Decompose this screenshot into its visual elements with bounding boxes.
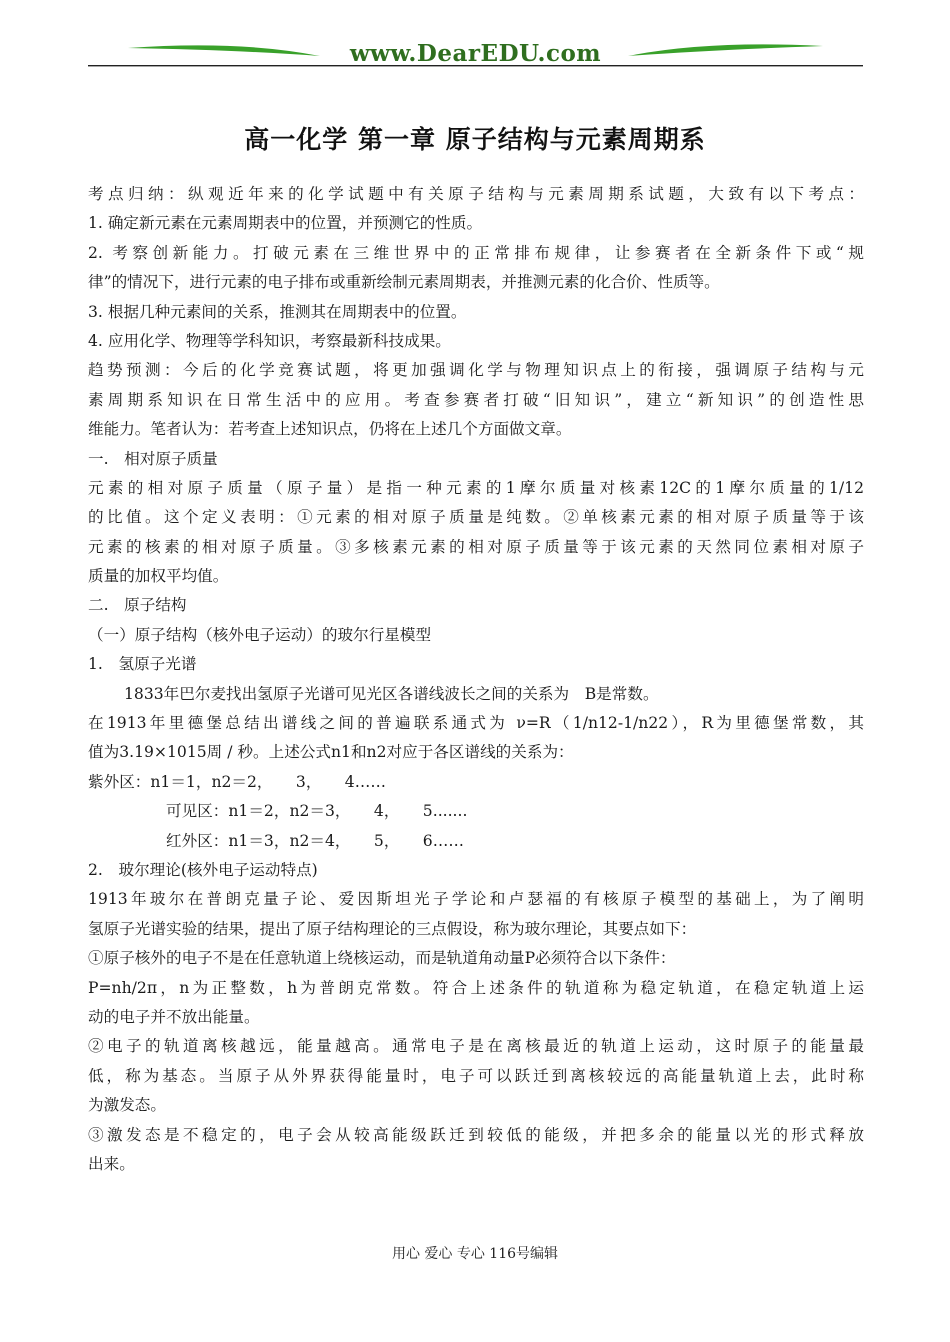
spectrum-row: 红外区：n1＝3，n2＝4， 5， 6…… — [166, 831, 464, 850]
text-line: 1833年巴尔麦找出氢原子光谱可见光区各谱线波长之间的关系为 B是常数。 — [124, 684, 659, 703]
subsection-heading: （一）原子结构（核外电子运动）的玻尔行星模型 — [88, 625, 432, 644]
header-brand: www.DearEDU.com — [349, 40, 602, 67]
text-line: 动的电子并不放出能量。 — [88, 1007, 260, 1026]
text-line: P=nh/2π，n为正整数，h为普朗克常数。符合上述条件的轨道称为稳定轨道，在稳定轨道上运 — [88, 978, 864, 997]
text-line: 考点归纳：纵观近年来的化学试题中有关原子结构与元素周期系试题，大致有以下考点： — [88, 185, 864, 203]
text-line: 素周期系知识在日常生活中的应用。考查参赛者打破“旧知识”，建立“新知识”的创造性思 — [88, 390, 864, 409]
text-line: 氢原子光谱实验的结果，提出了原子结构理论的三点假设，称为玻尔理论，其要点如下： — [88, 919, 697, 938]
text-line: ①原子核外的电子不是在任意轨道上绕核运动，而是轨道角动量P必须符合以下条件： — [88, 949, 676, 968]
text-line: ②电子的轨道离核越远，能量越高。通常电子是在离核最近的轨道上运动，这时原子的能量最 — [88, 1037, 864, 1056]
text-line: 元素的核素的相对原子质量。③多核素元素的相对原子质量等于该元素的天然同位素相对原子 — [88, 537, 864, 556]
text-line: 4. 应用化学、物理等学科知识，考察最新科技成果。 — [88, 331, 451, 350]
text-line: 趋势预测：今后的化学竞赛试题，将更加强调化学与物理知识点上的衔接，强调原子结构与元 — [88, 361, 864, 380]
section-heading: 一. 相对原子质量 — [88, 449, 218, 468]
subsection-heading: 2. 玻尔理论(核外电子运动特点) — [88, 860, 318, 879]
text-line: 低，称为基态。当原子从外界获得能量时，电子可以跃迁到离核较远的高能量轨道上去，此时称 — [88, 1066, 864, 1085]
text-line: 质量的加权平均值。 — [88, 567, 229, 586]
text-line: 3. 根据几种元素间的关系，推测其在周期表中的位置。 — [88, 302, 467, 321]
section-heading: 二. 原子结构 — [88, 596, 187, 615]
text-line: 为激发态。 — [88, 1096, 166, 1115]
text-line: 值为3.19×1015周 / 秒。上述公式n1和n2对应于各区谱线的关系为： — [88, 743, 574, 762]
text-line: 的比值。这个定义表明：①元素的相对原子质量是纯数。②单核素元素的相对原子质量等于该 — [88, 508, 864, 527]
spectrum-row: 可见区：n1＝2，n2＝3， 4， 5....... — [166, 802, 468, 821]
subsection-heading: 1. 氢原子光谱 — [88, 655, 197, 674]
page-header — [88, 36, 863, 70]
text-line: 出来。 — [88, 1154, 135, 1173]
document-title: 高一化学 第一章 原子结构与元素周期系 — [244, 125, 706, 154]
document-body — [88, 180, 864, 1179]
page-footer: 用心 爱心 专心 116号编辑 — [391, 1246, 559, 1262]
text-line: 维能力。笔者认为：若考查上述知识点，仍将在上述几个方面做文章。 — [88, 420, 572, 439]
text-line: 2. 考察创新能力。打破元素在三维世界中的正常排布规律，让参赛者在全新条件下或“规 — [88, 243, 864, 262]
text-line: 1. 确定新元素在元素周期表中的位置，并预测它的性质。 — [88, 214, 483, 233]
text-line: 元素的相对原子质量（原子量）是指一种元素的1摩尔质量对核素12C的1摩尔质量的1/12 — [88, 478, 864, 497]
text-line: 1913年玻尔在普朗克量子论、爱因斯坦光子学论和卢瑟福的有核原子模型的基础上，为了阐明 — [88, 890, 864, 909]
text-line: 律”的情况下，进行元素的电子排布或重新绘制元素周期表，并推测元素的化合价、性质等。 — [88, 273, 720, 292]
text-line: 在1913年里德堡总结出谱线之间的普遍联系通式为 ν=R（1/n12-1/n22），R为里德堡常数，其 — [88, 714, 864, 733]
text-line: ③激发态是不稳定的，电子会从较高能级跃迁到较低的能级，并把多余的能量以光的形式释放 — [88, 1125, 864, 1144]
spectrum-row: 紫外区：n1＝1，n2＝2， 3， 4…… — [88, 772, 386, 791]
